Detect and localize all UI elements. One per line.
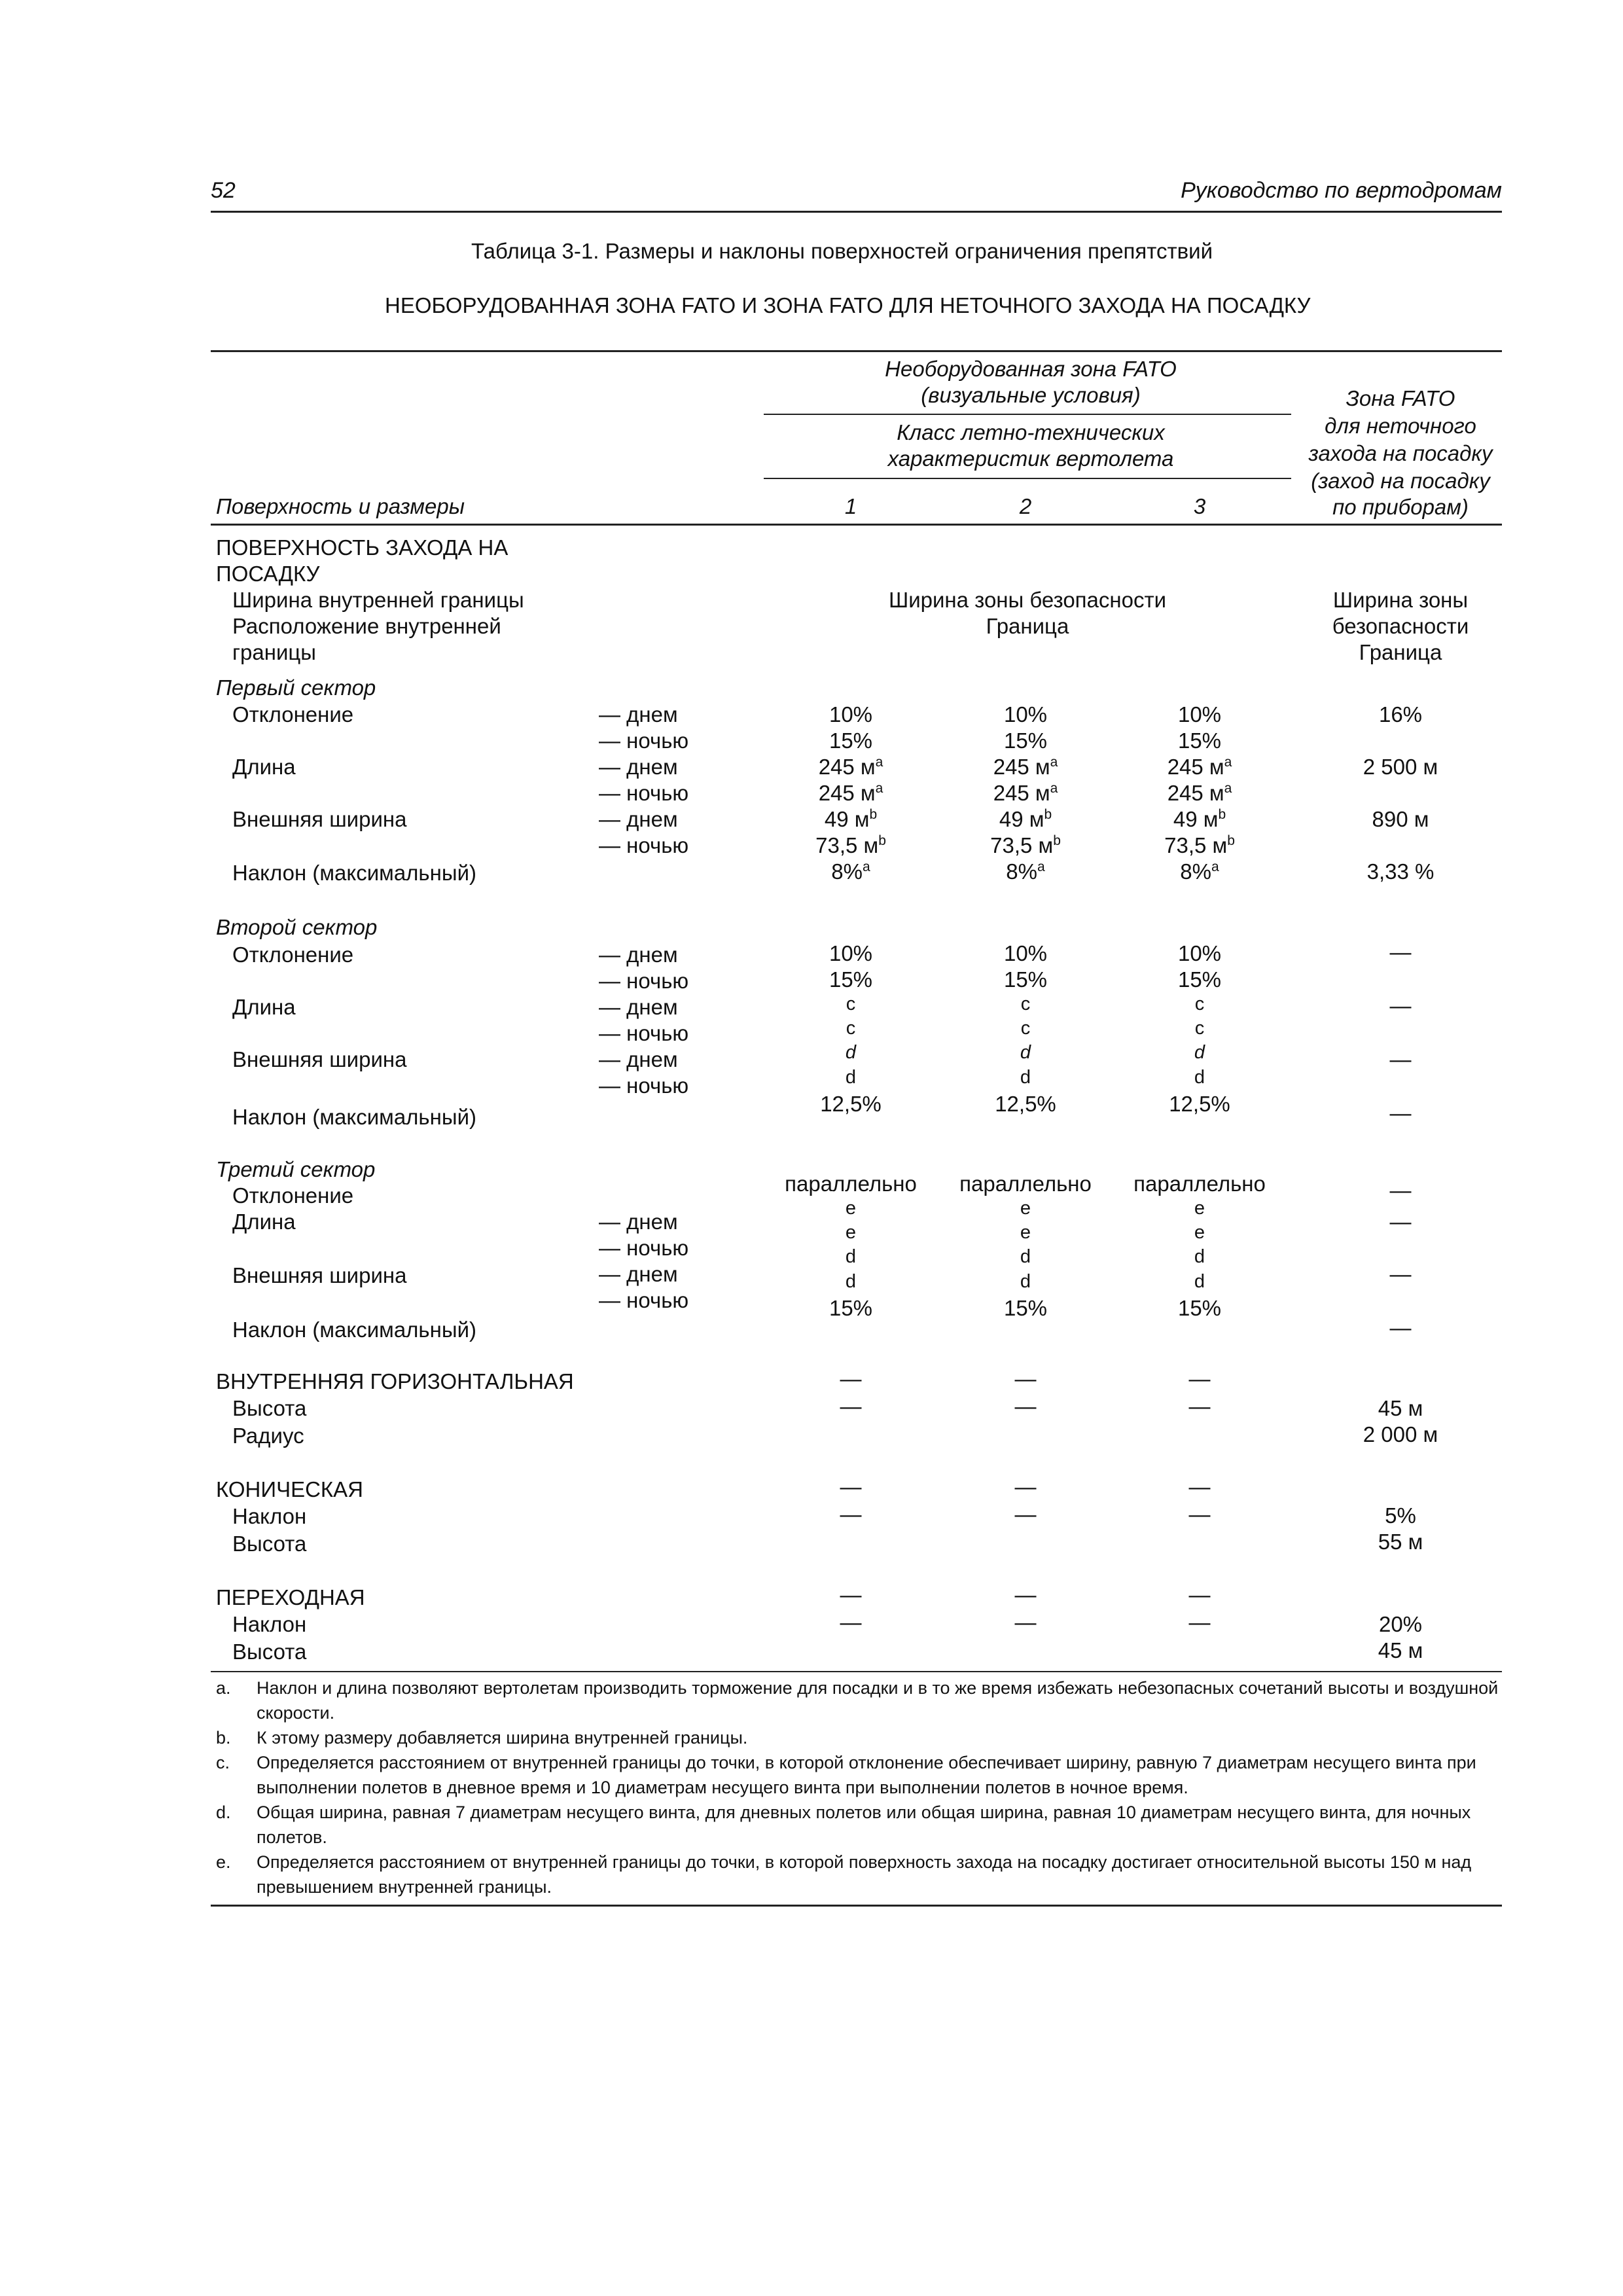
section-title: ВНУТРЕННЯЯ ГОРИЗОНТАЛЬНАЯ — [216, 1369, 574, 1393]
page-number: 52 — [211, 178, 236, 203]
row-label: Длина — [232, 1210, 296, 1234]
cell: e — [845, 1222, 857, 1243]
cell: c — [1194, 1018, 1205, 1039]
cell: 10% — [1177, 941, 1222, 965]
cell: 15% — [829, 728, 873, 753]
cell: 8%$^a$ — [831, 859, 870, 884]
fato-cell: 55 м — [1378, 1530, 1423, 1554]
cell: 10% — [1177, 702, 1222, 726]
footnote-a: a. Наклон и длина позволяют вертолетам производить торможение для посадки и в то же время избежать небезопасных сочетаний высоты и воздушной скорости. — [216, 1678, 1499, 1723]
row-label: Внешняя ширина — [232, 1263, 407, 1287]
header-group1: Необорудованная зона FATO — [885, 357, 1177, 381]
night-label: — ночью — [599, 969, 689, 993]
day-label: — днем — [599, 807, 678, 831]
header-bottom-rule — [211, 524, 1502, 526]
footnote-c: c. Определяется расстоянием от внутренней границы до точки, в которой отклонение обеспечивает ширину, равную 7 диаметрам несущего винта при выполнении полетов в дневное время и 10 диаметрам несущего винта при выполнении полетов в ночное время. — [216, 1753, 1476, 1797]
cell: 245 $м^a$ — [1167, 755, 1232, 779]
sub-rule — [764, 478, 1291, 479]
fato-width-value-1: Ширина зоны — [1332, 588, 1469, 612]
cell: параллельно — [959, 1172, 1092, 1196]
night-label: — ночью — [599, 833, 689, 857]
cell: параллельно — [1133, 1172, 1266, 1196]
cell: 73,5 $м^b$ — [815, 833, 886, 857]
night-label: — ночью — [599, 1073, 689, 1098]
cell: 12,5% — [995, 1092, 1056, 1116]
dash: — — [1188, 1475, 1211, 1499]
dash: — — [840, 1394, 862, 1418]
dash: — — [1188, 1583, 1211, 1607]
cell: c — [1020, 1018, 1031, 1039]
cell: d — [845, 1042, 857, 1063]
cell: 245 $м^a$ — [993, 755, 1058, 779]
header-col2: 2 — [1019, 494, 1032, 518]
cell: d — [1194, 1042, 1205, 1063]
sector-title: Второй сектор — [216, 915, 378, 939]
cell: e — [1020, 1222, 1031, 1243]
cell: 49 $м^b$ — [999, 807, 1052, 831]
cell: d — [845, 1271, 857, 1292]
dash: — — [1014, 1610, 1037, 1634]
cell: 12,5% — [1169, 1092, 1230, 1116]
fato-dash: — — [1389, 1178, 1412, 1202]
header-fato1: Зона FATO — [1346, 386, 1455, 410]
header-surface: Поверхность и размеры — [216, 494, 465, 518]
cell: d — [1020, 1271, 1031, 1292]
header-fato2: для неточного — [1325, 414, 1476, 438]
dash: — — [840, 1583, 862, 1607]
row-label: Высота — [232, 1532, 307, 1556]
cell: 10% — [829, 941, 873, 965]
fato-dash: — — [1389, 1047, 1412, 1071]
row-label: Внешняя ширина — [232, 807, 407, 831]
cell: d — [1194, 1246, 1205, 1267]
cell: 10% — [1003, 941, 1048, 965]
running-title: Руководство по вертодромам — [1181, 178, 1502, 203]
cell: d — [845, 1246, 857, 1267]
row-label: Наклон — [232, 1504, 307, 1528]
cell: e — [1194, 1222, 1205, 1243]
fato-dash: — — [1389, 940, 1412, 964]
cell: параллельно — [785, 1172, 917, 1196]
header-fato3: захода на посадку — [1308, 441, 1493, 465]
dash: — — [840, 1610, 862, 1634]
row-label: Отклонение — [232, 942, 354, 967]
fato-cell: 2 000 м — [1363, 1422, 1438, 1446]
inner-width-label: Ширина внутренней границы — [232, 588, 524, 612]
cell: d — [1194, 1271, 1205, 1292]
cell: 15% — [829, 1296, 873, 1320]
dash: — — [1014, 1583, 1037, 1607]
cell: 245 $м^a$ — [818, 755, 883, 779]
header-col1: 1 — [844, 494, 857, 518]
day-label: — днем — [599, 1262, 678, 1286]
night-label: — ночью — [599, 781, 689, 805]
cell: d — [845, 1067, 857, 1088]
cell: c — [1020, 994, 1031, 1014]
header-fato5: по приборам) — [1332, 495, 1469, 519]
header-rule — [211, 211, 1502, 213]
day-label: — днем — [599, 1047, 678, 1071]
table-caption: Таблица 3-1. Размеры и наклоны поверхностей ограничения препятствий — [471, 239, 1213, 263]
fato-cell: 16% — [1378, 702, 1423, 726]
cell: 245 $м^a$ — [818, 781, 883, 805]
cell: e — [845, 1198, 857, 1219]
sector-title: Третий сектор — [216, 1157, 376, 1181]
dash: — — [1014, 1475, 1037, 1499]
fato-cell: 20% — [1378, 1612, 1423, 1636]
row-label: Наклон (максимальный) — [232, 861, 476, 885]
cell: c — [846, 1018, 856, 1039]
group-rule — [764, 414, 1291, 415]
night-label: — ночью — [599, 728, 689, 753]
fato-dash: — — [1389, 1316, 1412, 1340]
day-label: — днем — [599, 755, 678, 779]
dash: — — [1188, 1610, 1211, 1634]
header-sub1: Класс летно-технических — [897, 420, 1165, 444]
cell: e — [1020, 1198, 1031, 1219]
day-label: — днем — [599, 702, 678, 726]
dash: — — [1014, 1502, 1037, 1526]
cell: d — [1194, 1067, 1205, 1088]
fato-dash: — — [1389, 1101, 1412, 1125]
fato-cell: 5% — [1385, 1503, 1416, 1528]
row-label: Длина — [232, 995, 296, 1019]
header-fato4: (заход на посадку — [1311, 469, 1490, 493]
cell: d — [1020, 1042, 1031, 1063]
row-label: Длина — [232, 755, 296, 779]
header-col3: 3 — [1193, 494, 1206, 518]
section-title: КОНИЧЕСКАЯ — [216, 1477, 363, 1501]
inner-location-label-2: границы — [232, 640, 317, 664]
dash: — — [1014, 1394, 1037, 1418]
vis-width-value: Ширина зоны безопасности — [888, 588, 1167, 612]
sector-title: Первый сектор — [216, 675, 376, 700]
fato-cell: 890 м — [1372, 807, 1429, 831]
day-label: — днем — [599, 1210, 678, 1234]
cell: 8%$^a$ — [1006, 859, 1045, 884]
fato-cell: 45 м — [1378, 1638, 1423, 1662]
row-label: Наклон (максимальный) — [232, 1318, 476, 1342]
fato-dash: — — [1389, 1262, 1412, 1286]
dash: — — [1188, 1367, 1211, 1391]
header-group1b: (визуальные условия) — [921, 383, 1141, 407]
cell: 15% — [1177, 1296, 1222, 1320]
footnote-b: b. К этому размеру добавляется ширина внутренней границы. — [216, 1728, 748, 1748]
footnote-d: d. Общая ширина, равная 7 диаметрам несущего винта, для дневных полетов или общая ширина, равная 10 диаметрам несущего винта, для ночных полетов. — [216, 1803, 1471, 1847]
night-label: — ночью — [599, 1236, 689, 1260]
day-label: — днем — [599, 942, 678, 967]
dash: — — [1188, 1394, 1211, 1418]
night-label: — ночью — [599, 1288, 689, 1312]
fato-cell: 3,33 % — [1366, 859, 1435, 884]
cell: 15% — [1003, 967, 1048, 992]
inner-location-label-1: Расположение внутренней — [232, 614, 501, 638]
approach-title-1: ПОВЕРХНОСТЬ ЗАХОДА НА — [216, 535, 508, 560]
cell: e — [1194, 1198, 1205, 1219]
header-sub1b: характеристик вертолета — [887, 446, 1174, 471]
cell: 15% — [1003, 1296, 1048, 1320]
table-title: НЕОБОРУДОВАННАЯ ЗОНА FATO И ЗОНА FATO ДЛЯ НЕТОЧНОГО ЗАХОДА НА ПОСАДКУ — [385, 293, 1311, 317]
vis-border-value: Граница — [986, 614, 1069, 638]
row-label: Отклонение — [232, 1183, 354, 1208]
day-label: — днем — [599, 995, 678, 1019]
footnote-rule — [211, 1671, 1502, 1672]
cell: 10% — [829, 702, 873, 726]
cell: 15% — [1177, 967, 1222, 992]
cell: d — [1020, 1246, 1031, 1267]
cell: 73,5 $м^b$ — [1164, 833, 1235, 857]
row-label: Наклон (максимальный) — [232, 1105, 476, 1129]
cell: c — [846, 994, 856, 1014]
cell: 245 $м^a$ — [993, 781, 1058, 805]
dash: — — [840, 1502, 862, 1526]
cell: 10% — [1003, 702, 1048, 726]
fato-dash: — — [1389, 1210, 1412, 1234]
fato-cell: 2 500 м — [1363, 755, 1438, 779]
cell: 12,5% — [820, 1092, 882, 1116]
footnote-e: e. Определяется расстоянием от внутренней границы до точки, в которой поверхность захода на посадку достигает относительной высоты 150 м над превышением внутренней границы. — [216, 1852, 1472, 1897]
row-label: Радиус — [232, 1424, 304, 1448]
table-top-rule — [211, 350, 1502, 352]
dash: — — [840, 1367, 862, 1391]
row-label: Наклон — [232, 1612, 307, 1636]
cell: 15% — [1177, 728, 1222, 753]
cell: 49 $м^b$ — [1173, 807, 1226, 831]
row-label: Отклонение — [232, 702, 354, 726]
row-label: Высота — [232, 1396, 307, 1420]
night-label: — ночью — [599, 1021, 689, 1045]
dash: — — [1014, 1367, 1037, 1391]
table-bottom-rule — [211, 1905, 1502, 1907]
cell: 245 $м^a$ — [1167, 781, 1232, 805]
cell: 8%$^a$ — [1180, 859, 1219, 884]
section-title: ПЕРЕХОДНАЯ — [216, 1585, 365, 1609]
fato-dash: — — [1389, 994, 1412, 1018]
approach-title-2: ПОСАДКУ — [216, 562, 320, 586]
cell: 73,5 $м^b$ — [990, 833, 1061, 857]
cell: d — [1020, 1067, 1031, 1088]
cell: 15% — [1003, 728, 1048, 753]
row-label: Внешняя ширина — [232, 1047, 407, 1071]
row-label: Высота — [232, 1640, 307, 1664]
dash: — — [840, 1475, 862, 1499]
cell: 49 $м^b$ — [824, 807, 878, 831]
cell: 15% — [829, 967, 873, 992]
cell: c — [1194, 994, 1205, 1014]
fato-cell: 45 м — [1378, 1396, 1423, 1420]
fato-border-value: Граница — [1359, 640, 1442, 664]
fato-width-value-2: безопасности — [1332, 614, 1469, 638]
dash: — — [1188, 1502, 1211, 1526]
